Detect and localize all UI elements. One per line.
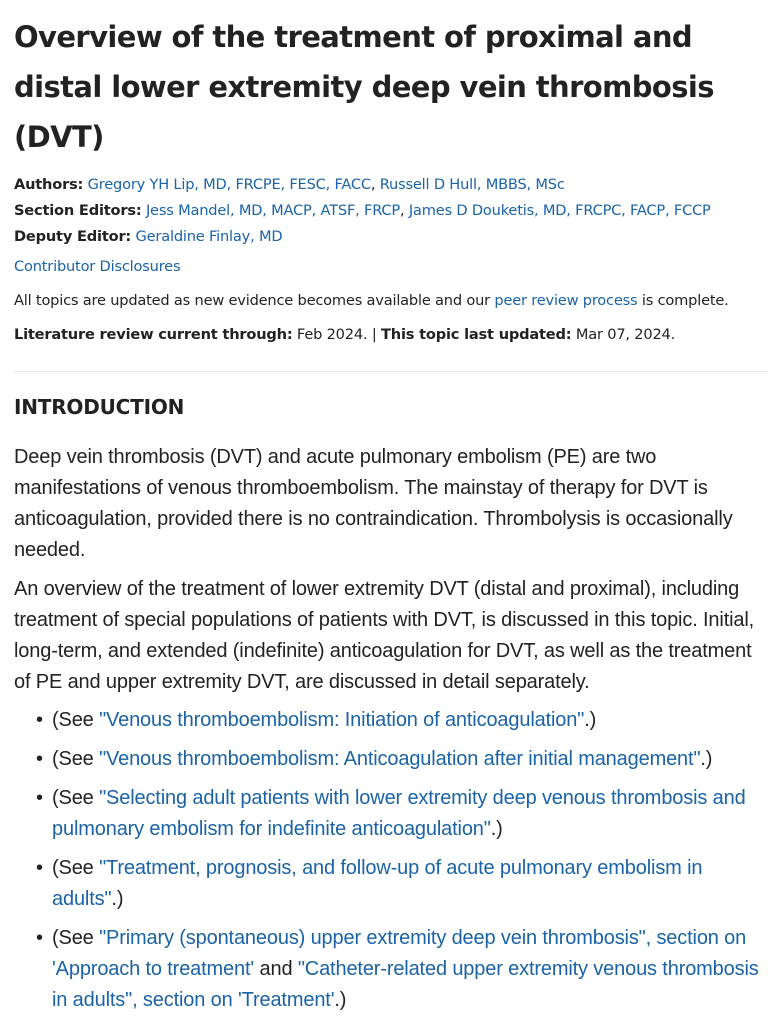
see-prefix: (See xyxy=(52,787,94,809)
topic-link[interactable]: "Venous thromboembolism: Initiation of anticoagulation" xyxy=(99,709,585,731)
authors-label: Authors: xyxy=(14,176,84,193)
see-prefix: (See xyxy=(52,709,94,731)
contributor-disclosures-row xyxy=(14,257,768,277)
see-suffix: .) xyxy=(490,818,503,840)
paragraph: Deep vein thrombosis (DVT) and acute pulmonary embolism (PE) are two manifestations of venous thromboembolism. The mainstay of therapy for DVT is anticoagulation, provided there is no contraindication. Thrombolysis is occasionally needed. xyxy=(14,446,733,561)
see-also-list xyxy=(14,705,768,1016)
review-separator: | xyxy=(371,326,377,343)
topic-link[interactable]: "Selecting adult patients with lower extremity deep venous thrombosis and pulmonary embolism for indefinite anticoagulation" xyxy=(52,787,746,840)
contributor-disclosures-link[interactable]: Contributor Disclosures xyxy=(14,258,181,275)
bullet: • xyxy=(36,927,43,949)
see-prefix: (See xyxy=(52,748,94,770)
peer-review-process-link[interactable]: peer review process xyxy=(494,292,638,309)
see-suffix: .) xyxy=(111,888,124,910)
update-note-text-before: All topics are updated as new evidence becomes available and our xyxy=(14,292,490,309)
bullet: • xyxy=(36,748,43,770)
and-word: and xyxy=(259,958,293,980)
authors-row xyxy=(14,172,768,198)
bullet: • xyxy=(36,857,43,879)
section-heading-introduction: INTRODUCTION xyxy=(14,395,185,419)
deputy-editor-label: Deputy Editor: xyxy=(14,228,132,245)
bullet: • xyxy=(36,787,43,809)
section-editors-label: Section Editors: xyxy=(14,202,142,219)
list-item xyxy=(36,783,768,845)
update-note-text-after: is complete. xyxy=(641,292,729,309)
editor-link-douketis[interactable]: James D Douketis, MD, FRCPC, FACP, FCCP xyxy=(408,202,711,219)
paragraph: An overview of the treatment of lower extremity DVT (distal and proximal), including treatment of special populations of patients with DVT, is discussed in this topic. Initial, long-term, and extended (indefinite) anticoagulation for DVT, as well as the treatment of PE and upper extremity DVT, are discussed in detail separately. xyxy=(14,578,755,693)
see-suffix: .) xyxy=(334,989,347,1011)
list-item xyxy=(36,853,768,915)
topic-link[interactable]: "Primary (spontaneous) upper extremity deep vein thrombosis", section on 'Approach to treatment' xyxy=(52,927,747,980)
deputy-editor-row xyxy=(14,224,768,250)
see-prefix: (See xyxy=(52,927,94,949)
header-divider xyxy=(14,371,768,372)
separator-comma: , xyxy=(370,176,376,193)
see-suffix: .) xyxy=(584,709,597,731)
last-updated-date: Mar 07, 2024. xyxy=(575,326,676,343)
introduction-body xyxy=(14,442,768,1016)
update-note xyxy=(14,291,768,311)
editor-link-mandel[interactable]: Jess Mandel, MD, MACP, ATSF, FRCP xyxy=(145,202,401,219)
list-item xyxy=(36,744,768,775)
literature-review-label: Literature review current through: xyxy=(14,326,293,343)
review-dates xyxy=(14,325,768,345)
deputy-editor-link-finlay[interactable]: Geraldine Finlay, MD xyxy=(135,228,283,245)
see-suffix: .) xyxy=(700,748,713,770)
topic-link[interactable]: "Catheter-related upper extremity venous thrombosis in adults", section on 'Treatment' xyxy=(52,958,759,1011)
list-item xyxy=(36,923,768,1016)
section-editors-row xyxy=(14,198,768,224)
author-link-hull[interactable]: Russell D Hull, MBBS, MSc xyxy=(379,176,565,193)
topic-link[interactable]: "Venous thromboembolism: Anticoagulation after initial management" xyxy=(99,748,701,770)
literature-review-date: Feb 2024. xyxy=(296,326,368,343)
separator-comma: , xyxy=(400,202,405,219)
last-updated-label: This topic last updated: xyxy=(381,326,572,343)
author-link-lip[interactable]: Gregory YH Lip, MD, FRCPE, FESC, FACC xyxy=(87,176,371,193)
list-item xyxy=(36,705,768,736)
page-title: Overview of the treatment of proximal and distal lower extremity deep vein thrombosis (DVT) xyxy=(14,20,714,154)
see-prefix: (See xyxy=(52,857,94,879)
bullet: • xyxy=(36,709,43,731)
byline xyxy=(14,172,768,250)
topic-link[interactable]: "Treatment, prognosis, and follow-up of acute pulmonary embolism in adults" xyxy=(52,857,703,910)
